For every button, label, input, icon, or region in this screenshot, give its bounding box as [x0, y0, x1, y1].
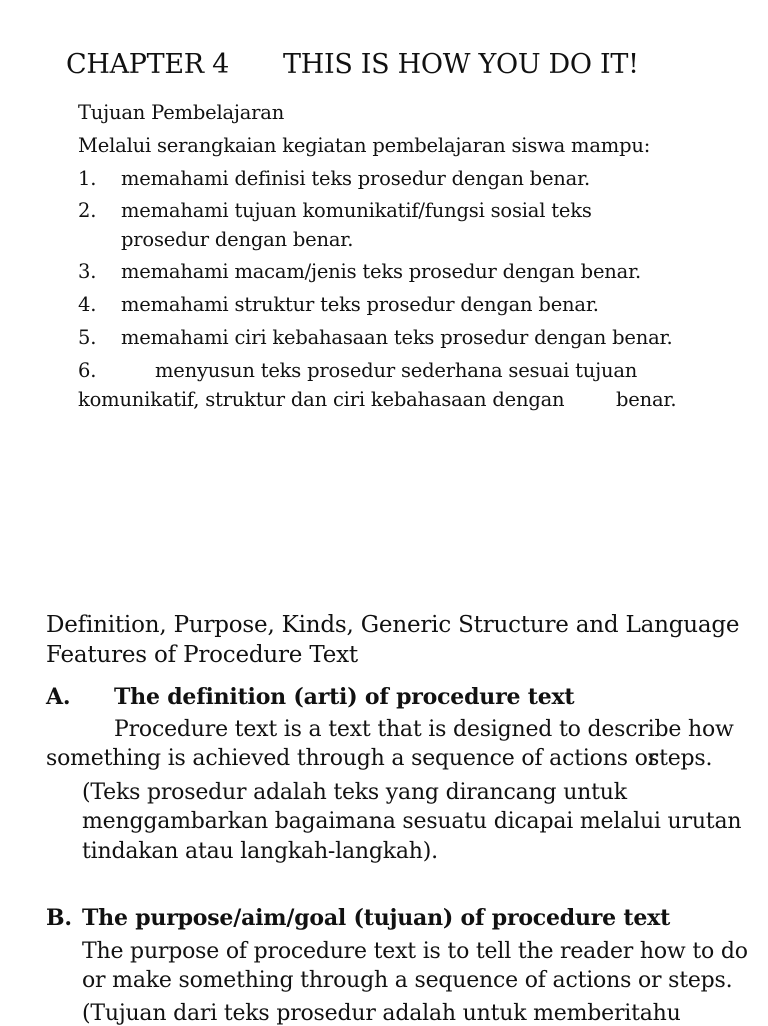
objective-text: memahami definisi teks prosedur dengan benar.	[121, 167, 591, 190]
objective-number: 2.	[78, 199, 97, 222]
part-body: Procedure text is a text that is designed to describe how	[114, 717, 734, 742]
part-heading: The definition (arti) of procedure text	[114, 684, 575, 710]
part-heading: The purpose/aim/goal (tujuan) of procedure text	[82, 905, 671, 931]
part-translation: menggambarkan bagaimana sesuatu dicapai melalui urutan	[82, 809, 742, 834]
part-letter: A.	[46, 684, 71, 710]
part-body: The purpose of procedure text is to tell the reader how to do	[82, 939, 748, 964]
objective-number: 1.	[78, 167, 97, 190]
part-translation: (Teks prosedur adalah teks yang dirancang untuk	[82, 780, 627, 805]
objective-text: memahami ciri kebahasaan teks prosedur dengan benar.	[121, 326, 673, 349]
objective-text: menyusun teks prosedur sederhana sesuai tujuan	[155, 359, 638, 382]
chapter-title: THIS IS HOW YOU DO IT!	[283, 49, 639, 80]
objective-text-continued: komunikatif, struktur dan ciri kebahasaan dengan	[78, 388, 565, 411]
part-body: something is achieved through a sequence of actions or	[46, 746, 658, 771]
part-translation: (Tujuan dari teks prosedur adalah untuk memberitahu	[82, 1001, 681, 1026]
objective-number: 5.	[78, 326, 97, 349]
objective-text-continued: prosedur dengan benar.	[121, 228, 354, 251]
objectives-heading: Tujuan Pembelajaran	[78, 101, 285, 124]
chapter-number: CHAPTER 4	[66, 49, 229, 80]
part-body: or make something through a sequence of actions or steps.	[82, 968, 733, 993]
objective-number: 6.	[78, 359, 97, 382]
objective-number: 4.	[78, 293, 97, 316]
part-body: steps.	[648, 746, 713, 771]
objectives-intro: Melalui serangkaian kegiatan pembelajaran siswa mampu:	[78, 134, 651, 157]
objective-text: memahami tujuan komunikatif/fungsi sosial teks	[121, 199, 592, 222]
objective-text: memahami macam/jenis teks prosedur dengan benar.	[121, 260, 642, 283]
objective-number: 3.	[78, 260, 97, 283]
section-title: Definition, Purpose, Kinds, Generic Structure and Language	[46, 612, 740, 638]
part-letter: B.	[46, 905, 72, 931]
section-title: Features of Procedure Text	[46, 642, 358, 668]
objective-text: memahami struktur teks prosedur dengan benar.	[121, 293, 599, 316]
objective-text-continued: benar.	[616, 388, 677, 411]
part-translation: tindakan atau langkah-langkah).	[82, 839, 438, 864]
